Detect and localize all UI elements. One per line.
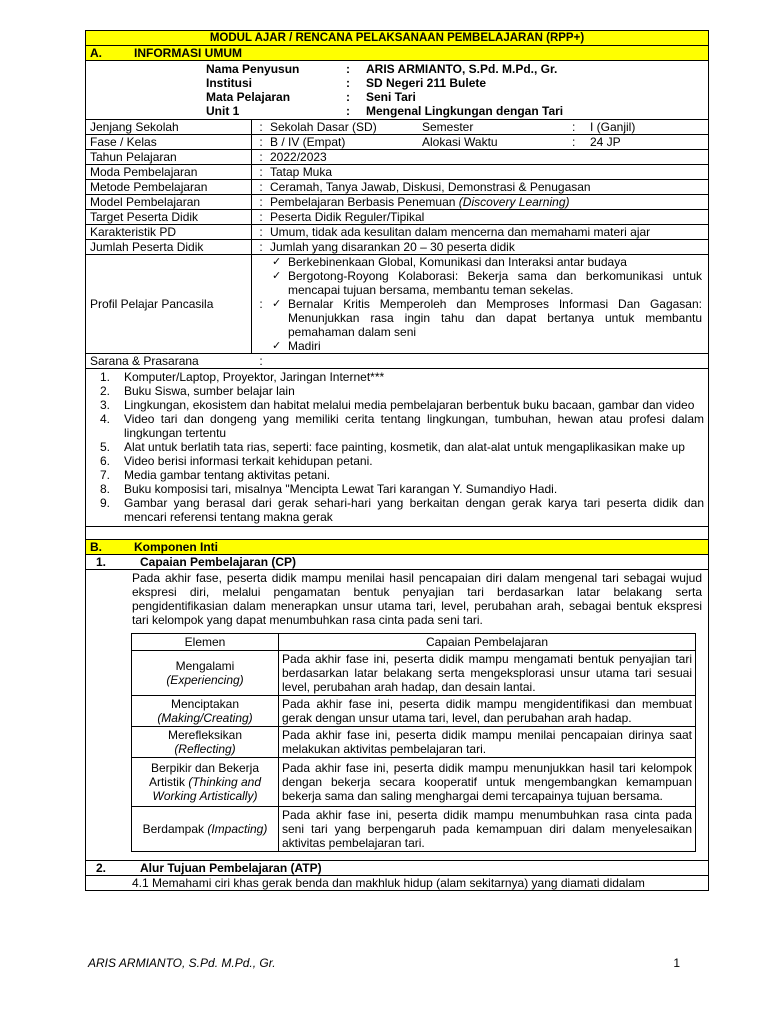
sarana-item: 9. Gambar yang berasal dari gerak sehari-hari yang berkaitan dengan gerak karya tari peserta didik dan mencari referensi tentang makna gerak (100, 496, 704, 524)
info-colon: : (259, 165, 263, 179)
cp-desc: Pada akhir fase ini, peserta didik mampu mengidentifikasi dan membuat gerak dengan unsur utama tari, level, dan perubahan arah hadap. (279, 696, 696, 727)
info-colon: : (259, 225, 263, 239)
profil-list-wrap (270, 255, 708, 353)
info-label: Moda Pembelajaran (86, 165, 252, 179)
info-label: Profil Pelajar Pancasila (86, 255, 252, 353)
cp-table (131, 633, 696, 852)
sarana-item: 3. Lingkungan, ekosistem dan habitat melalui media pembelajaran berbentuk buku bacaan, gambar dan video (100, 398, 695, 412)
info-value: Umum, tidak ada kesulitan dalam mencerna dan memahami materi ajar (270, 225, 651, 239)
sarana-item: 2. Buku Siswa, sumber belajar lain (100, 384, 295, 398)
identity-key: Mata Pelajaran (206, 90, 291, 104)
identity-key: Unit 1 (206, 104, 240, 118)
info-colon: : (259, 195, 263, 209)
info-label: Target Peserta Didik (86, 210, 252, 224)
info-value: Jumlah yang disarankan 20 – 30 peserta didik (270, 240, 515, 254)
page-footer (88, 956, 680, 970)
info-value-2: I (Ganjil) (590, 120, 636, 134)
section-b-header (86, 540, 708, 555)
section-a-label: INFORMASI UMUM (134, 46, 242, 60)
model-value-text: Pembelajaran Berbasis Penemuan (270, 195, 459, 209)
cp-label: Capaian Pembelajaran (CP) (140, 555, 297, 569)
info-row-moda (86, 165, 708, 180)
info-label-2: Alokasi Waktu (422, 135, 498, 149)
cp-header (86, 555, 708, 570)
info-row-profil (86, 255, 708, 354)
page-number: 1 (673, 956, 680, 970)
identity-sep: : (346, 90, 350, 104)
section-b-label: Komponen Inti (134, 540, 218, 554)
info-colon: : (259, 297, 263, 311)
atp-item-row (86, 876, 708, 890)
info-value: B / IV (Empat) (270, 135, 346, 149)
info-colon: : (572, 120, 576, 134)
info-colon: : (259, 354, 263, 368)
info-row-fase (86, 135, 708, 150)
info-colon: : (572, 135, 576, 149)
table-row (132, 758, 696, 807)
identity-sep: : (346, 104, 350, 118)
cp-elemen: Berdampak (Impacting) (132, 807, 279, 852)
section-a-letter: A. (90, 46, 102, 60)
info-label: Sarana & Prasarana (90, 354, 199, 368)
sarana-item: 1. Komputer/Laptop, Proyektor, Jaringan Internet*** (100, 370, 385, 384)
info-label: Model Pembelajaran (86, 195, 252, 209)
table-row (132, 651, 696, 696)
identity-block (86, 61, 708, 120)
sarana-item: 7. Media gambar tentang aktivitas petani. (100, 468, 331, 482)
info-value (270, 195, 708, 209)
cp-desc: Pada akhir fase ini, peserta didik mampu menunjukkan hasil tari kelompok dengan bekerja secara kooperatif untuk mengembangkan kemampuan bekerja sama dan saling menghargai demi tercapainya tujuan bersama. (279, 758, 696, 807)
cp-desc: Pada akhir fase ini, peserta didik mampu menumbuhkan rasa cinta pada seni tari yang berpengaruh pada kemampuan diri dalam menyelesaikan aktivitas pembelajaran tari. (279, 807, 696, 852)
info-label-2: Semester (422, 120, 474, 134)
profil-list (270, 255, 702, 353)
info-value-2: 24 JP (590, 135, 621, 149)
document-title-row (86, 31, 708, 46)
identity-row (86, 76, 708, 90)
atp-label: Alur Tujuan Pembelajaran (ATP) (140, 861, 322, 875)
info-label: Metode Pembelajaran (86, 180, 252, 194)
info-row-target (86, 210, 708, 225)
table-row (132, 807, 696, 852)
info-value: Peserta Didik Reguler/Tipikal (270, 210, 425, 224)
info-label: Fase / Kelas (86, 135, 252, 149)
identity-row (86, 90, 708, 104)
cp-desc: Pada akhir fase ini, peserta didik mampu menilai pencapaian dirinya saat melakukan aktivitas pembelajaran tari. (279, 727, 696, 758)
profil-item: ✓ Madiri (270, 339, 702, 353)
cp-elemen: Menciptakan (Making/Creating) (132, 696, 279, 727)
info-row-jumlah (86, 240, 708, 255)
cp-th-capaian: Capaian Pembelajaran (279, 634, 696, 651)
table-row (132, 727, 696, 758)
identity-value: Mengenal Lingkungan dengan Tari (366, 104, 564, 118)
info-label: Jumlah Peserta Didik (86, 240, 252, 254)
info-label: Jenjang Sekolah (86, 120, 252, 134)
cp-num: 1. (96, 555, 107, 569)
info-row-karakteristik (86, 225, 708, 240)
cp-desc: Pada akhir fase ini, peserta didik mampu mengamati bentuk penyajian tari berdasarkan latar belakang serta mengeksplorasi unsur utama tari sesuai level, perubahan arah hadap, dan desain lantai. (279, 651, 696, 696)
cp-body (86, 570, 708, 861)
identity-sep: : (346, 76, 350, 90)
profil-item: ✓ Bernalar Kritis Memperoleh dan Memproses Informasi Dan Gagasan: Menunjukkan rasa ingin tahu dan dapat bertanya untuk membantu pemahaman dalam seni (270, 297, 702, 339)
profil-item: ✓ Berkebinenkaan Global, Komunikasi dan Interaksi antar budaya (270, 255, 702, 269)
cp-elemen: Berpikir dan Bekerja Artistik (Thinking and Working Artistically) (132, 758, 279, 807)
section-a-header (86, 46, 708, 61)
info-colon: : (259, 120, 263, 134)
identity-key: Nama Penyusun (206, 62, 300, 76)
table-row (132, 696, 696, 727)
info-row-model (86, 195, 708, 210)
info-label: Tahun Pelajaran (86, 150, 252, 164)
info-colon: : (259, 240, 263, 254)
identity-value: ARIS ARMIANTO, S.Pd. M.Pd., Gr. (366, 62, 558, 76)
cp-intro: Pada akhir fase, peserta didik mampu menilai hasil pencapaian diri dalam mengenal tari sebagai wujud ekspresi diri, melalui pengamatan bentuk penyajian tari berdasarkan latar belakang serta pengidentifikasian dalam menerapkan unsur utama tari, level, perubahan arah, sebagai bentuk ekspresi tari kelompok yang dapat menumbuhkan rasa cinta pada seni tari. (132, 571, 702, 627)
profil-item: ✓ Bergotong-Royong Kolaborasi: Bekerja sama dan berkomunikasi untuk mencapai tujuan bersama, membantu teman sekelas. (270, 269, 702, 297)
identity-key: Institusi (206, 76, 253, 90)
cp-elemen: Mengalami (Experiencing) (132, 651, 279, 696)
cp-th-elemen: Elemen (132, 634, 279, 651)
sarana-list (86, 370, 708, 524)
sarana-list-row (86, 369, 708, 527)
rpp-document (85, 30, 709, 891)
atp-num: 2. (96, 861, 107, 875)
identity-row (86, 104, 708, 118)
document-title: MODUL AJAR / RENCANA PELAKSANAAN PEMBELAJARAN (RPP+) (209, 32, 585, 44)
info-row-jenjang (86, 120, 708, 135)
atp-header (86, 861, 708, 876)
spacer-row (86, 527, 708, 540)
identity-value: Seni Tari (366, 90, 416, 104)
sarana-item: 4. Video tari dan dongeng yang memiliki cerita tentang lingkungan, tumbuhan, hewan atau profesi dalam lingkungan tertentu (100, 412, 704, 440)
sarana-item: 8. Buku komposisi tari, misalnya "Mencipta Lewat Tari karangan Y. Sumandiyo Hadi. (100, 482, 558, 496)
footer-author: ARIS ARMIANTO, S.Pd. M.Pd., Gr. (88, 956, 276, 970)
identity-row (86, 62, 708, 76)
cp-table-header (132, 634, 696, 651)
identity-sep: : (346, 62, 350, 76)
info-colon: : (259, 135, 263, 149)
sarana-item: 5. Alat untuk berlatih tata rias, seperti: face painting, kosmetik, dan alat-alat untuk mengaplikasikan make up (100, 440, 685, 454)
sarana-item: 6. Video berisi informasi terkait kehidupan petani. (100, 454, 373, 468)
cp-elemen: Merefleksikan (Reflecting) (132, 727, 279, 758)
info-value: Sekolah Dasar (SD) (270, 120, 377, 134)
info-colon: : (259, 150, 263, 164)
info-row-tahun (86, 150, 708, 165)
info-row-sarana (86, 354, 708, 369)
info-value: 2022/2023 (270, 150, 327, 164)
info-colon: : (259, 210, 263, 224)
info-colon: : (259, 180, 263, 194)
info-row-metode (86, 180, 708, 195)
section-b-letter: B. (90, 540, 102, 554)
info-value: Tatap Muka (270, 165, 333, 179)
atp-item: 4.1 Memahami ciri khas gerak benda dan makhluk hidup (alam sekitarnya) yang diamati didalam (132, 876, 645, 890)
info-value: Ceramah, Tanya Jawab, Diskusi, Demonstrasi & Penugasan (270, 180, 591, 194)
info-label: Karakteristik PD (86, 225, 252, 239)
model-value-italic: (Discovery Learning) (458, 195, 570, 209)
identity-value: SD Negeri 211 Bulete (366, 76, 487, 90)
